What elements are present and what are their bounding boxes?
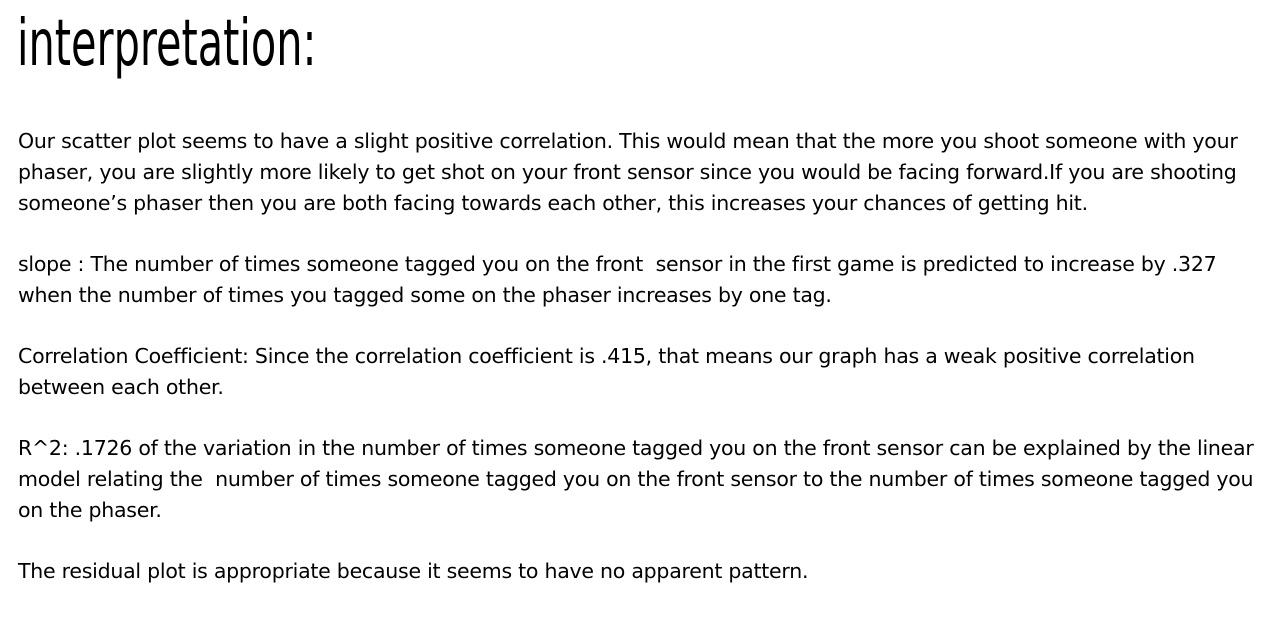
paragraph-slope: slope : The number of times someone tagged you on the front sensor in the first game is predicted to increase by .327 when the number of times you tagged some on the phaser increases by one tag. — [18, 252, 1223, 307]
body-text — [18, 126, 1268, 587]
paragraph-r-squared: R^2: .1726 of the variation in the number of times someone tagged you on the front sensor can be explained by the linear model relating the number of times someone tagged you on the front sensor to the number of times someone tagged you on the phaser. — [18, 436, 1260, 522]
paragraph-residual-plot: The residual plot is appropriate because it seems to have no apparent pattern. — [18, 559, 809, 583]
paragraph-scatter-interpretation: Our scatter plot seems to have a slight positive correlation. This would mean that the more you shoot someone with your phaser, you are slightly more likely to get shot on your front sensor since you would be facing forward.If you are shooting someone’s phaser then you are both facing towards each other, this increases your chances of getting hit. — [18, 129, 1244, 215]
paragraph-correlation-coefficient: Correlation Coefficient: Since the correlation coefficient is .415, that means our graph has a weak positive correlation between each other. — [18, 344, 1202, 399]
slide-title: interpretation: — [17, 7, 317, 81]
